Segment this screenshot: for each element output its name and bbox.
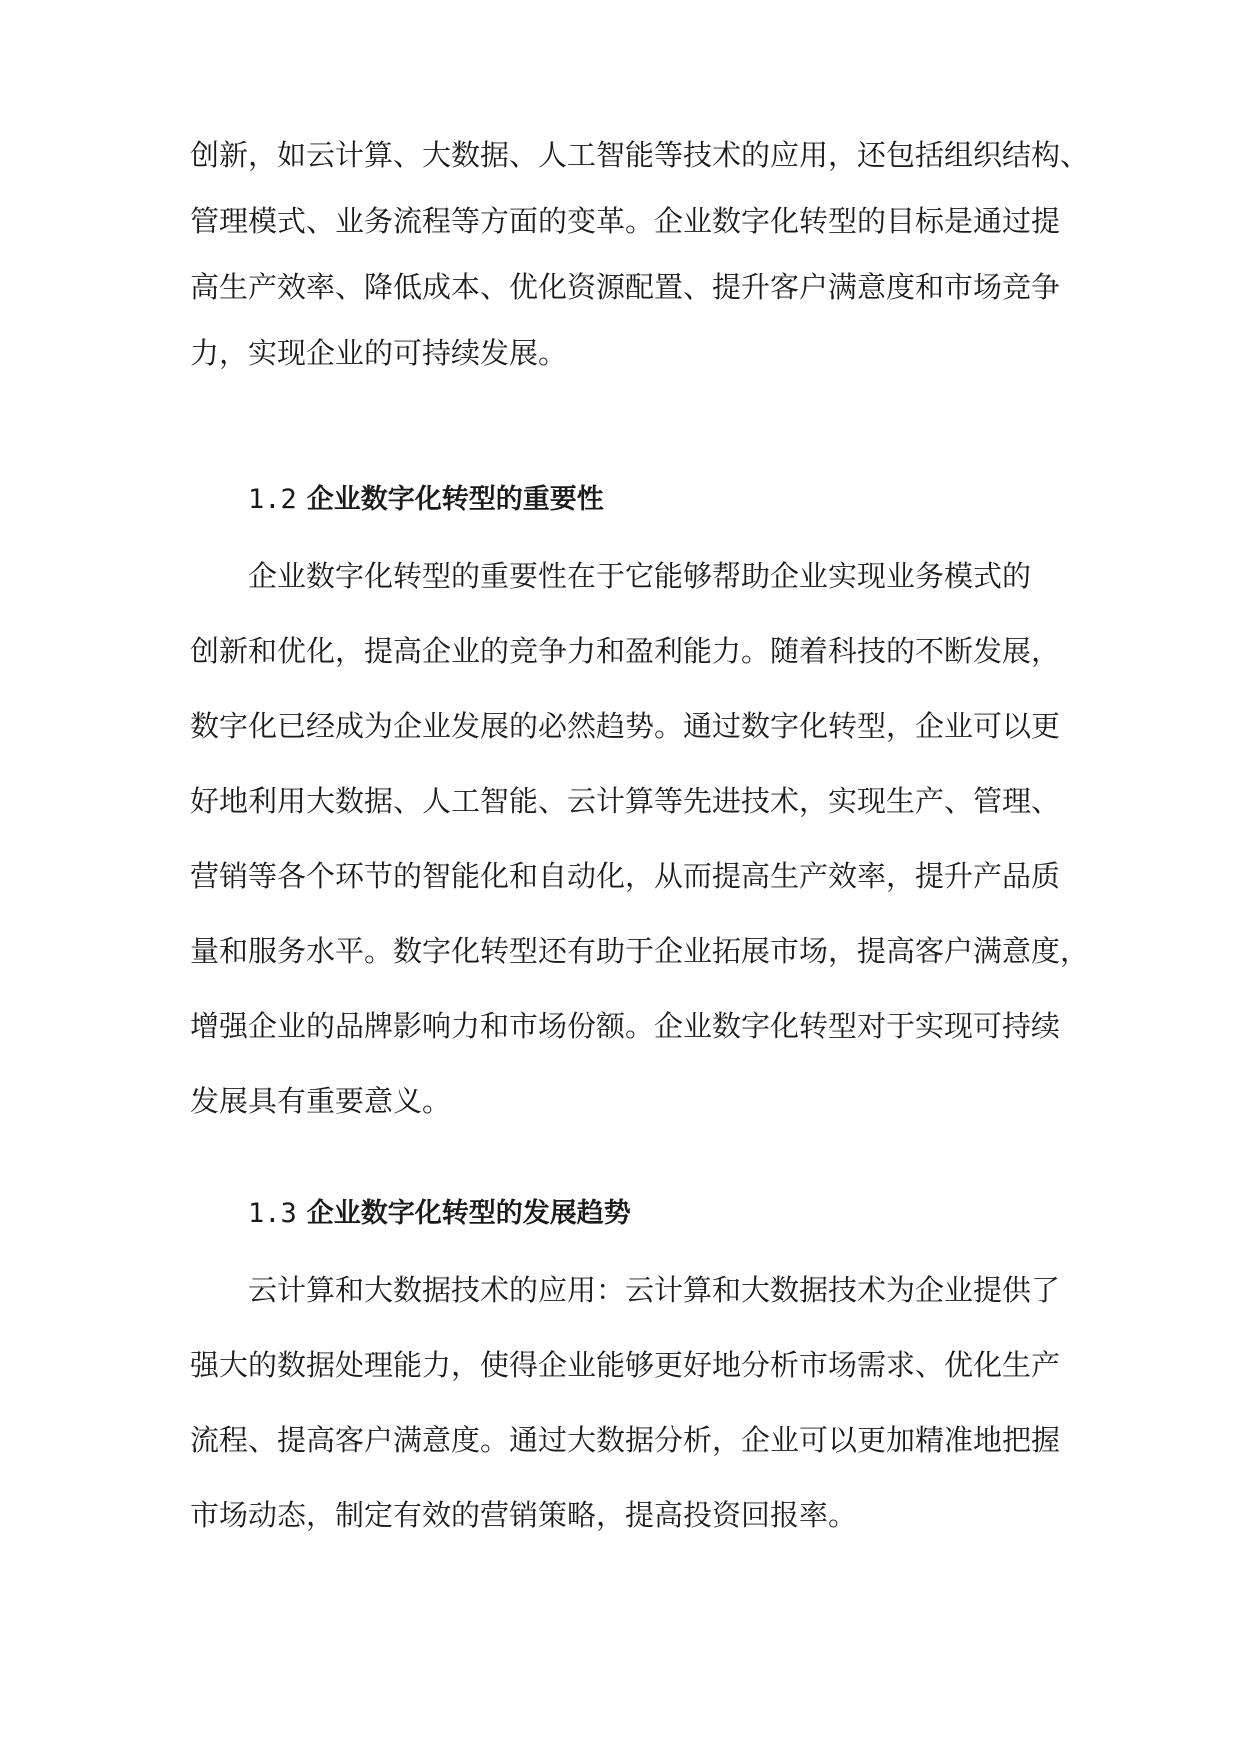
section-title: 企业数字化转型的发展趋势 [306,1198,631,1229]
paragraph-line: 流程、提高客户满意度。通过大数据分析，企业可以更加精准地把握 [190,1423,1061,1457]
section-number: 1.2 [248,484,297,515]
paragraph-line: 量和服务水平。数字化转型还有助于企业拓展市场，提高客户满意度， [190,934,1090,968]
paragraph-line: 云计算和大数据技术的应用：云计算和大数据技术为企业提供了 [248,1273,1061,1307]
paragraph-line: 创新和优化，提高企业的竞争力和盈利能力。随着科技的不断发展， [190,634,1061,668]
paragraph-line: 数字化已经成为企业发展的必然趋势。通过数字化转型，企业可以更 [190,709,1061,743]
paragraph-line: 管理模式、业务流程等方面的变革。企业数字化转型的目标是通过提 [190,204,1061,238]
section-heading-1-3 [248,1194,631,1234]
paragraph-line: 营销等各个环节的智能化和自动化，从而提高生产效率，提升产品质 [190,859,1061,893]
section-number: 1.3 [248,1198,297,1229]
section-title: 企业数字化转型的重要性 [306,484,604,515]
paragraph-line: 增强企业的品牌影响力和市场份额。企业数字化转型对于实现可持续 [190,1009,1061,1043]
paragraph-line: 强大的数据处理能力，使得企业能够更好地分析市场需求、优化生产 [190,1348,1061,1382]
paragraph-line: 创新，如云计算、大数据、人工智能等技术的应用，还包括组织结构、 [190,138,1090,172]
paragraph-line: 高生产效率、降低成本、优化资源配置、提升客户满意度和市场竞争 [190,270,1061,304]
paragraph-line: 好地利用大数据、人工智能、云计算等先进技术，实现生产、管理、 [190,784,1061,818]
paragraph-line: 发展具有重要意义。 [190,1084,452,1118]
paragraph-line: 企业数字化转型的重要性在于它能够帮助企业实现业务模式的 [248,559,1032,593]
paragraph-line: 力，实现企业的可持续发展。 [190,336,568,370]
paragraph-line: 市场动态，制定有效的营销策略，提高投资回报率。 [190,1498,858,1532]
section-heading-1-2 [248,480,604,520]
